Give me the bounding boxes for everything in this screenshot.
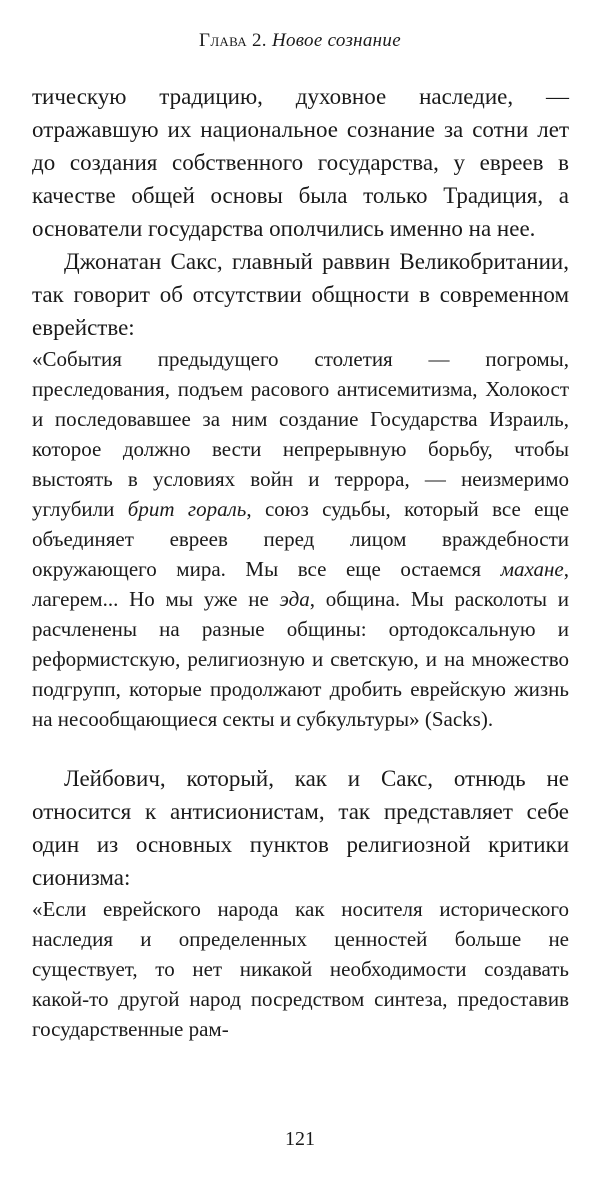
running-header [0,30,600,52]
spacer [32,734,569,762]
hebrew-term: махане [500,557,564,581]
chapter-title: Новое сознание [271,30,401,51]
page-body [32,80,569,1044]
hebrew-term: брит гораль [127,497,247,521]
quote-text: «События предыдущего столетия — погромы, преследования, подъем расового антисемитизма, Холокост и последовавшее за ним создание Государства Израиль, которое должно вести непрерывную борьбу, чтобы выстоять в условиях войн и террора, — неизмеримо углубили [32,347,569,521]
chapter-label: Глава 2. [199,30,267,51]
quote-text: , лагерем... Но мы уже не [32,557,569,611]
quote-text: , союз судьбы, который все еще объединяет евреев перед лицом враждебности окружающего мира. Мы все еще остаемся [32,497,569,581]
block-quote-leibowitz: «Если еврейского народа как носителя исторического наследия и определенных ценностей больше не существует, то нет никакой необходимости создавать какой-то другой народ посредством синтеза, предоставив государственные рам- [32,897,569,1041]
paragraph-sacks-intro: Джонатан Сакс, главный раввин Великобритании, так говорит об отсутствии общности в современном еврействе: [32,249,569,340]
block-quote-sacks [32,344,569,734]
paragraph-continuation: тическую традицию, духовное наследие, — отражавшую их национальное сознание за сотни лет до создания собственного государства, у евреев в качестве общей основы была только Традиция, а основатели государства ополчились именно на нее. [32,84,569,241]
hebrew-term: эда [279,587,310,611]
quote-text: , община. Мы расколоты и расчленены на разные общины: ортодоксальную и реформистскую, религиозную и светскую, и на множество подгрупп, которые продолжают дробить еврейскую жизнь на несообщающиеся секты и субкультуры» (Sacks). [32,587,569,731]
paragraph-leibowitz-intro: Лейбович, который, как и Сакс, отнюдь не относится к антисионистам, так представляет себе один из основных пунктов религиозной критики сионизма: [32,766,569,890]
page-number: 121 [285,1128,315,1150]
